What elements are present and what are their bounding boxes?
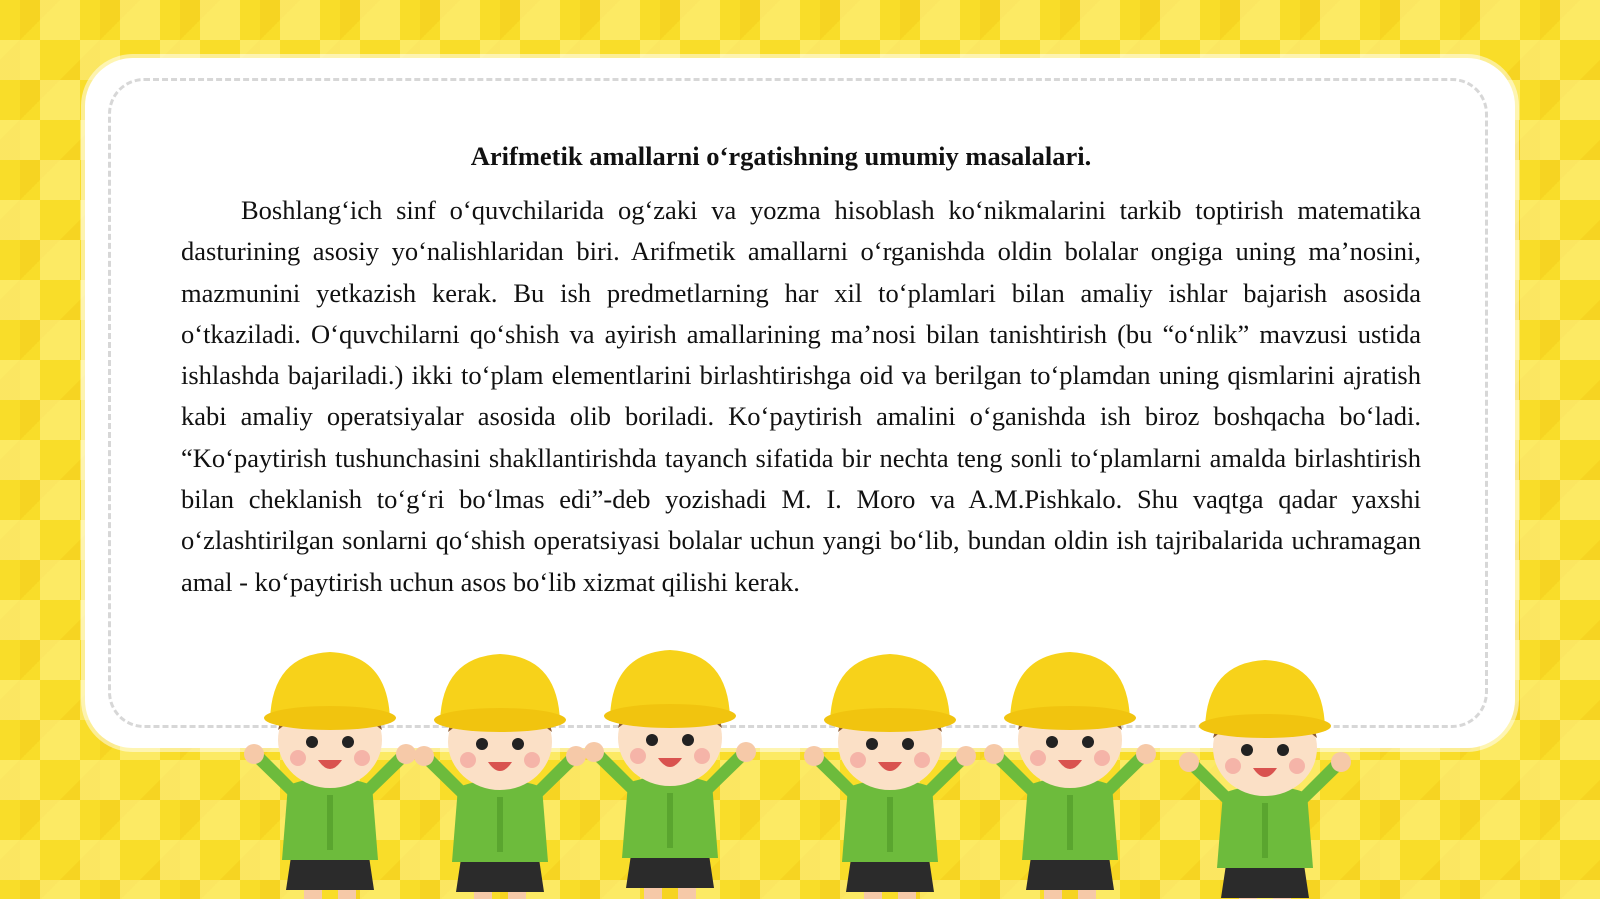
slide-body-paragraph: Boshlangʻich sinf oʻquvchilarida ogʻzaki va yozma hisoblash koʻnikmalarini tarkib toptirish matematika dasturining asosiy yoʻnalishlaridan biri. Arifmetik amallarni oʻrganishda oldin bolalar ongiga uning maʼnosini, mazmunini yetkazish kerak. Bu ish predmetlarning har xil toʻplamlari bilan amaliy ishlar bajarish asosida oʻtkaziladi. Oʻquvchilarni qoʻshish va ayirish amallarining maʼnosi bilan tanishtirish (bu “oʻnlik” mavzusi ustida ishlashda bajariladi.) ikki toʻplam elementlarini birlashtirishga oid va berilgan toʻplamdan uning qismlarini ajratish kabi amaliy operatsiyalar asosida olib boriladi. Koʻpaytirish amalini oʻganishda ish biroz boshqacha boʻladi. “Koʻpaytirish tushunchasini shakllantirishda tayanch sifatida bir nechta teng sonli toʻplamlarni amalda birlashtirish bilan cheklanish toʻgʻri boʻlmas edi”-deb yozishadi M. I. Moro va A.M.Pishkalo. Shu vaqtga qadar yaxshi oʻzlashtirilgan sonlarni qoʻshish operatsiyasi bolalar uchun yangi boʻlib, bundan oldin ish tajribalarida uchramagan amal - koʻpaytirish uchun asos boʻlib xizmat qilishi kerak. xyxy=(181,195,1421,597)
slide-content xyxy=(181,140,1421,603)
child-2 xyxy=(414,654,586,899)
child-3 xyxy=(584,650,756,899)
child-1 xyxy=(244,652,416,899)
children-illustration xyxy=(0,650,1600,899)
child-4 xyxy=(804,654,976,899)
child-6 xyxy=(1179,660,1351,899)
slide-title: Arifmetik amallarni oʻrgatishning umumiy masalalari. xyxy=(470,141,1092,171)
child-5 xyxy=(984,652,1156,899)
